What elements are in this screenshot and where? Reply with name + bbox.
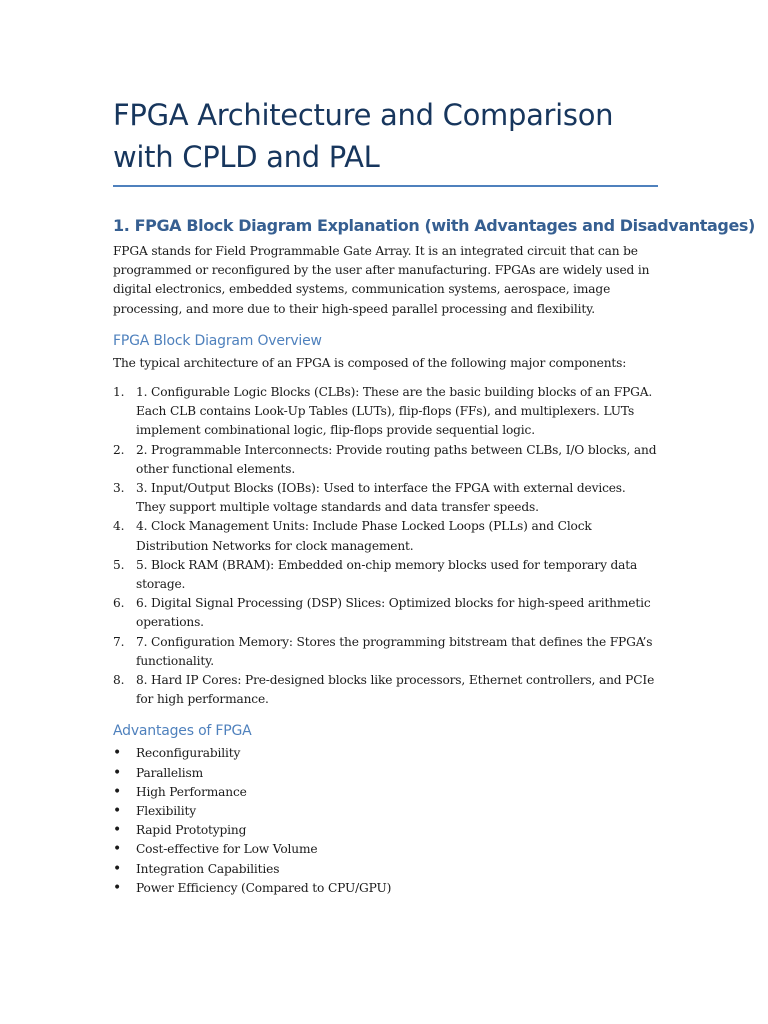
bullet-icon: • bbox=[113, 822, 122, 839]
list-item bbox=[113, 821, 658, 840]
bullet-icon: • bbox=[113, 764, 122, 781]
list-item-text: 3. Input/Output Blocks (IOBs): Used to interface the FPGA with external devices. They support multiple voltage standards and data transfer speeds. bbox=[136, 481, 626, 515]
list-item-text: Flexibility bbox=[136, 804, 196, 819]
list-item-text: Cost-effective for Low Volume bbox=[136, 842, 318, 857]
bullet-icon: • bbox=[113, 783, 122, 800]
list-item bbox=[113, 860, 658, 879]
list-number: 8. bbox=[113, 673, 125, 688]
bullet-icon: • bbox=[113, 860, 122, 877]
intro-paragraph: FPGA stands for Field Programmable Gate Array. It is an integrated circuit that can be programmed or reconfigured by the user after manufacturing. FPGAs are widely used in digital electronics, embedded systems, communication systems, aerospace, image processing, and more due to their high-speed parallel processing and flexibility. bbox=[113, 244, 650, 316]
list-item bbox=[113, 517, 658, 555]
document-page bbox=[113, 94, 755, 898]
document-title: FPGA Architecture and Comparison with CPLD and PAL bbox=[113, 94, 658, 187]
list-item bbox=[113, 744, 658, 763]
list-item-text: Integration Capabilities bbox=[136, 861, 280, 876]
list-number: 2. bbox=[113, 442, 125, 457]
list-number: 1. bbox=[113, 385, 125, 400]
list-item bbox=[113, 879, 658, 898]
list-number: 7. bbox=[113, 634, 125, 649]
bullet-icon: • bbox=[113, 803, 122, 820]
list-item-text: 8. Hard IP Cores: Pre-designed blocks like processors, Ethernet controllers, and PCIe for high performance. bbox=[136, 673, 655, 707]
list-item-text: High Performance bbox=[136, 784, 247, 799]
list-item-text: Parallelism bbox=[136, 765, 203, 780]
list-item-text: 5. Block RAM (BRAM): Embedded on-chip memory blocks used for temporary data storage. bbox=[136, 557, 638, 592]
list-item-text: 4. Clock Management Units: Include Phase Locked Loops (PLLs) and Clock Distribution Networks for clock management. bbox=[136, 519, 592, 553]
bullet-icon: • bbox=[113, 841, 122, 858]
subheading-advantages: Advantages of FPGA bbox=[113, 723, 252, 740]
list-item-text: 2. Programmable Interconnects: Provide routing paths between CLBs, I/O blocks, and other functional elements. bbox=[136, 442, 657, 476]
list-item-text: 1. Configurable Logic Blocks (CLBs): These are the basic building blocks of an FPGA. Each CLB contains Look-Up Tables (LUTs), flip-flops (FFs), and multiplexers. LUTs implement combinational logic, flip-flops provide sequential logic. bbox=[136, 385, 653, 438]
list-number: 5. bbox=[113, 557, 125, 572]
list-item-text: Power Efficiency (Compared to CPU/GPU) bbox=[136, 880, 392, 895]
list-item-text: Rapid Prototyping bbox=[136, 823, 247, 838]
list-number: 6. bbox=[113, 596, 125, 611]
overview-lead-paragraph: The typical architecture of an FPGA is composed of the following major components: bbox=[113, 355, 627, 370]
list-item bbox=[113, 556, 658, 594]
list-item bbox=[113, 764, 658, 783]
list-item bbox=[113, 802, 658, 821]
list-number: 3. bbox=[113, 481, 125, 496]
list-item bbox=[113, 479, 658, 517]
subheading-block-diagram-overview: FPGA Block Diagram Overview bbox=[113, 332, 322, 349]
section-heading-fpga-block-diagram: 1. FPGA Block Diagram Explanation (with Advantages and Disadvantages) bbox=[113, 216, 755, 235]
bullet-icon: • bbox=[113, 745, 122, 762]
list-item bbox=[113, 633, 658, 671]
list-item-text: 7. Configuration Memory: Stores the programming bitstream that defines the FPGA’s functionality. bbox=[136, 634, 653, 668]
list-item-text: 6. Digital Signal Processing (DSP) Slices: Optimized blocks for high-speed arithmetic operations. bbox=[136, 596, 651, 630]
advantages-list bbox=[113, 744, 658, 898]
components-list bbox=[113, 383, 658, 709]
list-number: 4. bbox=[113, 519, 125, 534]
list-item-text: Reconfigurability bbox=[136, 746, 241, 761]
list-item bbox=[113, 840, 658, 859]
list-item bbox=[113, 594, 658, 632]
list-item bbox=[113, 441, 658, 479]
bullet-icon: • bbox=[113, 879, 122, 896]
list-item bbox=[113, 671, 658, 709]
list-item bbox=[113, 383, 658, 441]
list-item bbox=[113, 783, 658, 802]
